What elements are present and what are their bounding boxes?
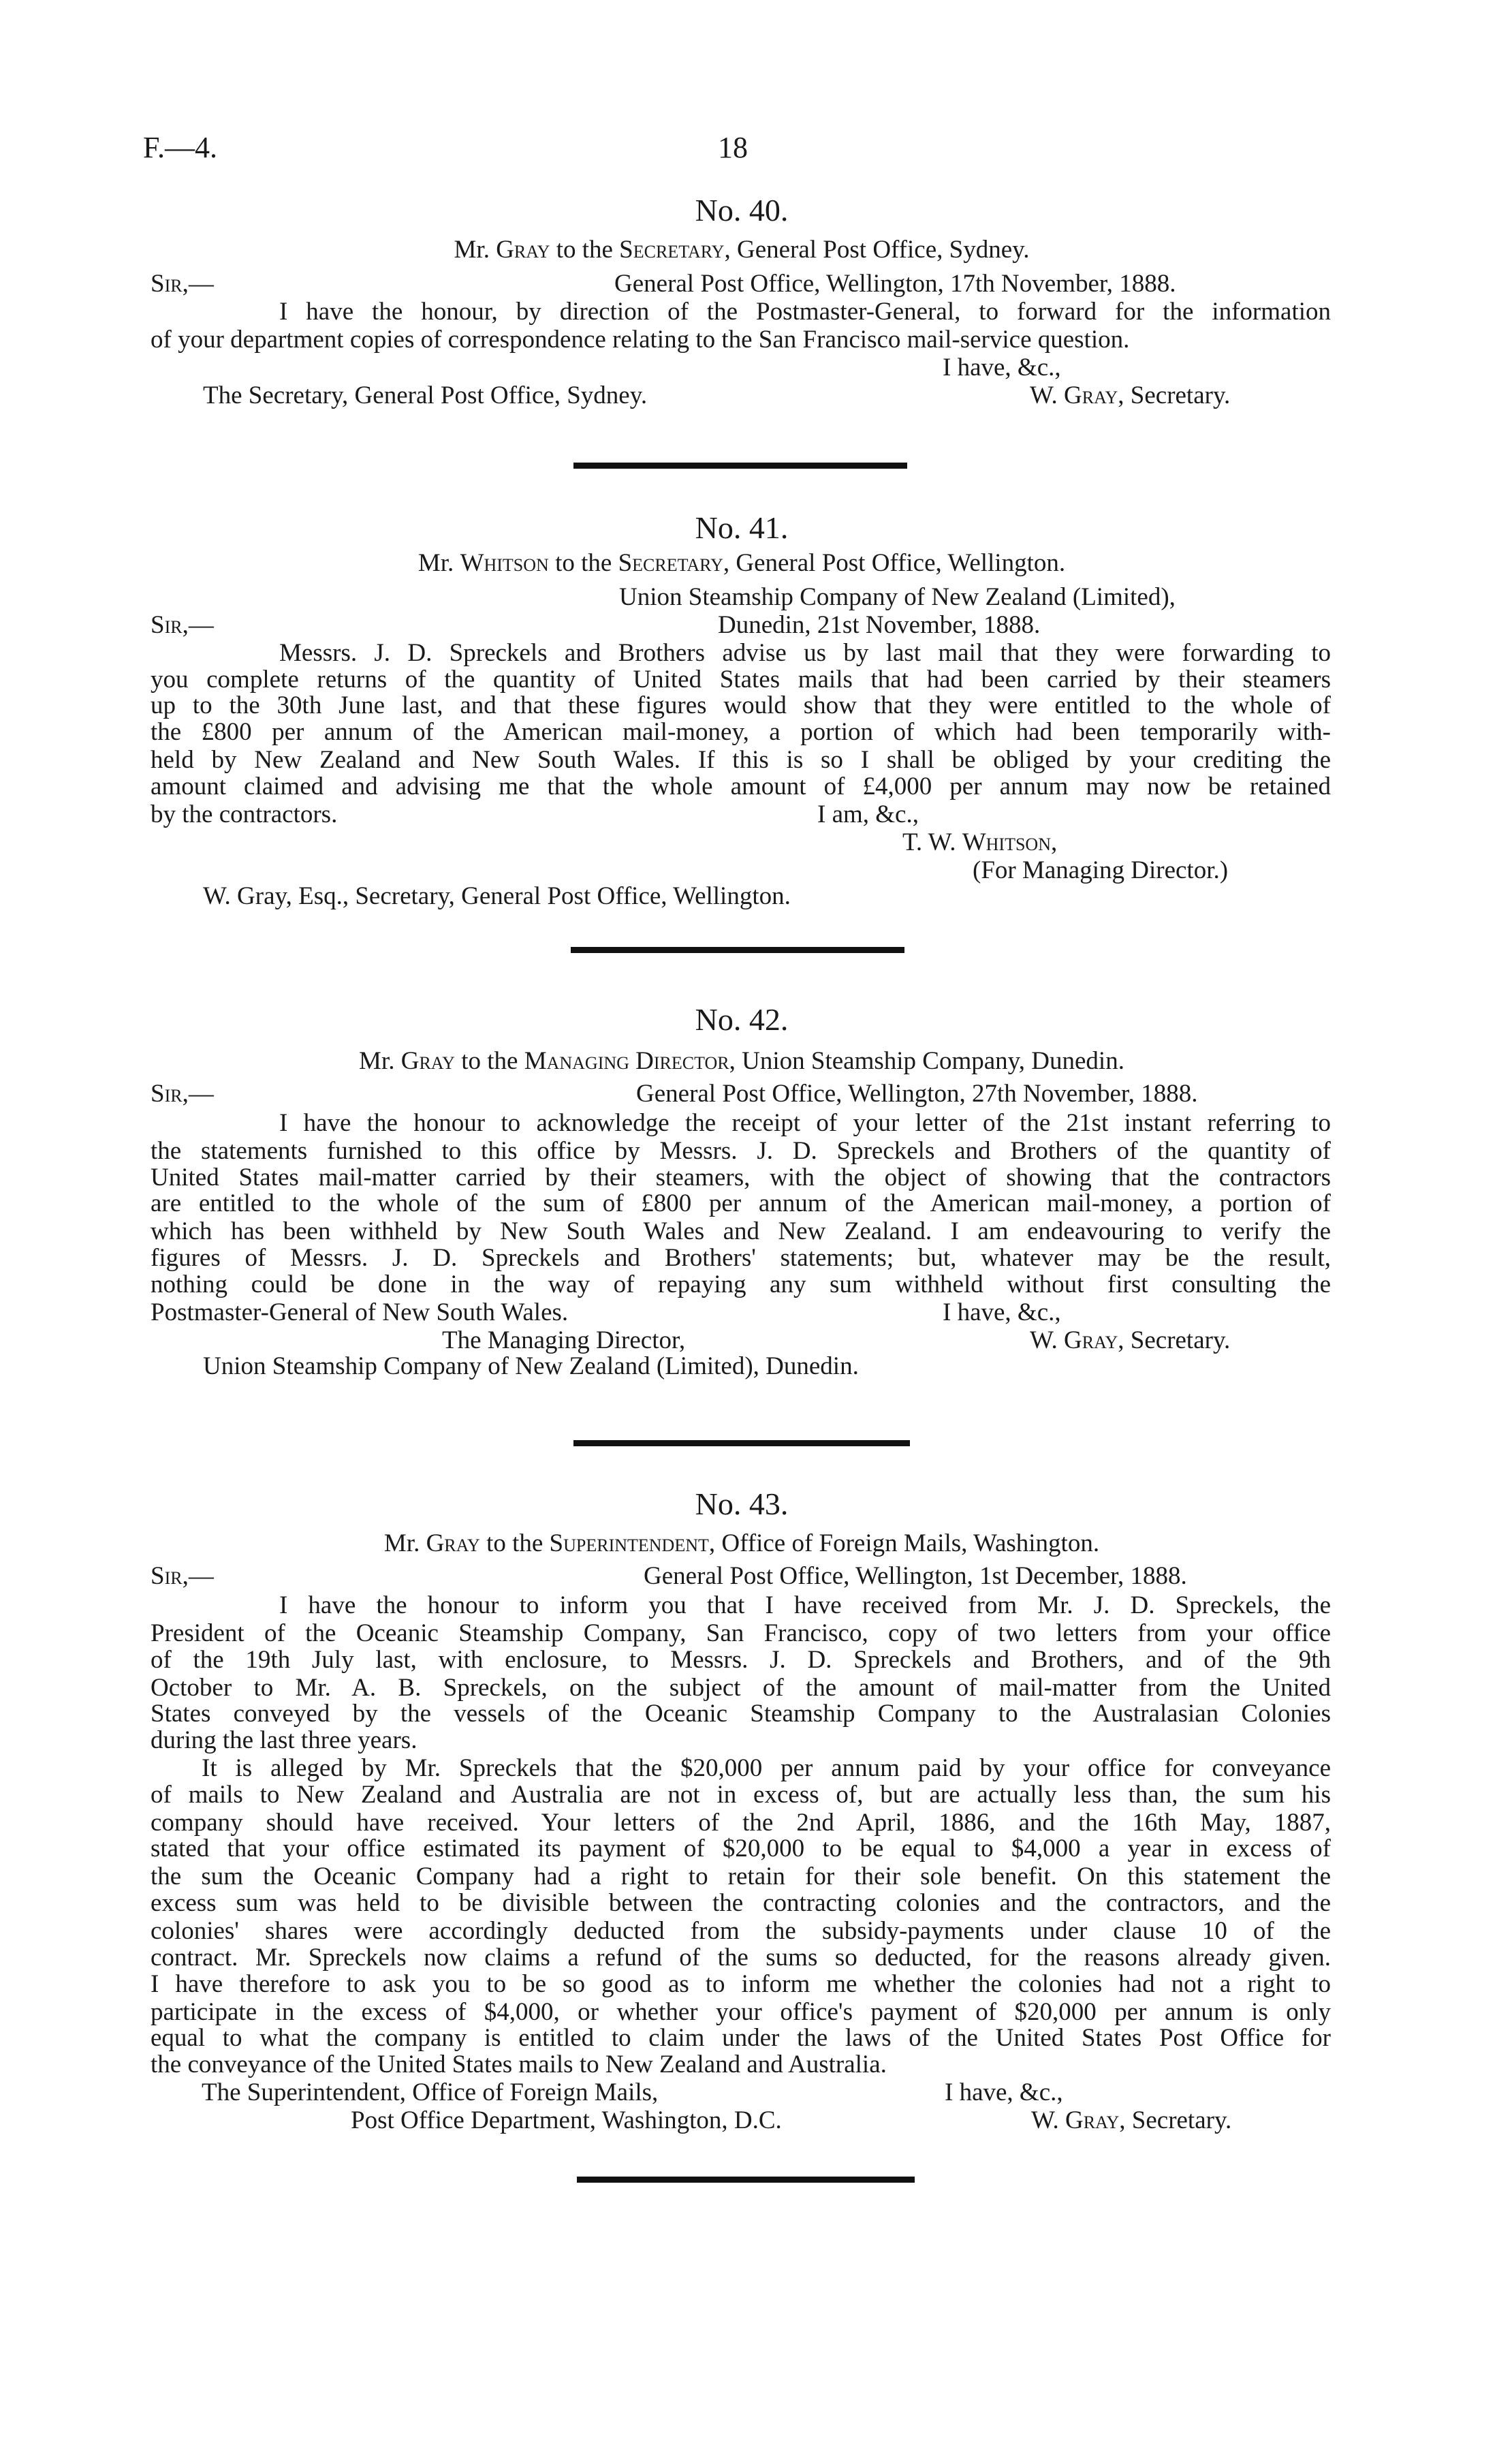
letter-heading	[0, 1048, 1483, 1075]
body-line: It is alleged by Mr. Spreckels that the $20,000 per annum paid by your office for conveyance	[202, 1754, 1331, 1782]
body-line: amount claimed and advising me that the whole amount of £4,000 per annum may now be retained	[151, 773, 1331, 800]
line-right-part	[1030, 1327, 1230, 1354]
line-right-part	[1030, 382, 1230, 409]
line-right-part: General Post Office, Wellington, 27th November, 1888.	[636, 1080, 1198, 1108]
text-run: T. W.	[902, 828, 962, 856]
text-run: , Secretary.	[1119, 2106, 1232, 2134]
text-run: Mr.	[359, 1047, 401, 1075]
body-line: States conveyed by the vessels of the Oceanic Steamship Company to the Australasian Colonies	[151, 1700, 1331, 1728]
section-divider	[577, 2177, 915, 2183]
section-divider	[573, 1440, 910, 1446]
line-right-part: I have, &c.,	[945, 2078, 1063, 2106]
small-caps-name: Sir	[151, 270, 183, 298]
text-run: ,	[1050, 828, 1058, 856]
text-run: to the	[550, 236, 620, 264]
line-left-part: The Managing Director,	[442, 1326, 686, 1354]
text-run: W.	[1030, 381, 1065, 409]
body-line: nothing could be done in the way of repaying any sum withheld without first consulting the	[151, 1271, 1331, 1298]
text-line: W. Gray, Esq., Secretary, General Post Office, Wellington.	[203, 882, 791, 910]
line-right-part: I am, &c.,	[817, 800, 919, 828]
body-line: held by New Zealand and New South Wales. If this is so I shall be obliged by your crediting the	[151, 746, 1331, 774]
document-reference: F.—4.	[143, 131, 217, 164]
body-line: Messrs. J. D. Spreckels and Brothers advise us by last mail that they were forwarding to	[279, 639, 1331, 667]
small-caps-name: Managing Director	[524, 1047, 729, 1075]
line-left-part: The Superintendent, Office of Foreign Mails,	[202, 2078, 659, 2106]
text-run: , Office of Foreign Mails, Washington.	[708, 1529, 1100, 1557]
line-left-part	[151, 612, 214, 639]
body-line: October to Mr. A. B. Spreckels, on the subject of the amount of mail-matter from the United	[151, 1674, 1331, 1702]
text-line: I have, &c.,	[943, 354, 1061, 381]
letter-number: No. 43.	[695, 1486, 789, 1521]
text-run: ,—	[182, 1562, 214, 1590]
text-line: (For Managing Director.)	[973, 856, 1229, 884]
small-caps-name: Whitson	[962, 828, 1051, 856]
text-run: Mr.	[454, 236, 497, 264]
letter-heading	[0, 236, 1483, 264]
body-line: excess sum was held to be divisible between the contracting colonies and the contractors, and the	[151, 1889, 1331, 1917]
text-run: W.	[1030, 1326, 1065, 1354]
text-run: , General Post Office, Wellington.	[723, 549, 1066, 577]
body-line: colonies' shares were accordingly deducted from the subsidy-payments under clause 10 of the	[151, 1917, 1331, 1945]
letter-heading	[0, 1530, 1483, 1557]
body-line: participate in the excess of $4,000, or whether your office's payment of $20,000 per annum is only	[151, 1998, 1331, 2026]
letter-heading	[0, 550, 1483, 577]
small-caps-name: Gray	[1064, 1326, 1118, 1354]
body-line: company should have received. Your letters of the 2nd April, 1886, and the 16th May, 1887,	[151, 1809, 1331, 1837]
body-line: I have the honour to acknowledge the receipt of your letter of the 21st instant referring to	[279, 1109, 1331, 1137]
body-line: stated that your office estimated its payment of $20,000 to be equal to $4,000 a year in excess of	[151, 1835, 1331, 1863]
body-line: the sum the Oceanic Company had a right to retain for their sole benefit. On this statement the	[151, 1863, 1331, 1890]
line-right-part	[1031, 2107, 1231, 2134]
line-left-part: by the contractors.	[151, 800, 338, 828]
text-line: the conveyance of the United States mails to New Zealand and Australia.	[151, 2051, 887, 2078]
line-left-part: Postmaster-General of New South Wales.	[151, 1298, 569, 1326]
small-caps-name: Sir	[151, 1562, 183, 1590]
small-caps-name: Gray	[496, 236, 550, 264]
line-left-part	[151, 1080, 214, 1108]
letter-number: No. 41.	[695, 510, 789, 545]
body-line: you complete returns of the quantity of United States mails that had been carried by their steamers	[151, 666, 1331, 694]
letter-number: No. 42.	[695, 1002, 789, 1037]
small-caps-name: Secretary	[618, 549, 723, 577]
body-line: of the 19th July last, with enclosure, to Messrs. J. D. Spreckels and Brothers, and of the 9th	[151, 1646, 1331, 1674]
small-caps-name: Gray	[1064, 381, 1118, 409]
body-line: of mails to New Zealand and Australia are not in excess of, but are actually less than, the sum his	[151, 1781, 1331, 1809]
page-number: 18	[718, 131, 748, 164]
body-line: United States mail-matter carried by their steamers, with the object of showing that the contractors	[151, 1164, 1331, 1191]
line-left-part	[151, 1563, 214, 1590]
body-line: the statements furnished to this office by Messrs. J. D. Spreckels and Brothers of the quantity of	[151, 1137, 1331, 1165]
body-line: the £800 per annum of the American mail-money, a portion of which had been temporarily with-	[151, 718, 1331, 746]
small-caps-name: Superintendent	[549, 1529, 709, 1557]
body-line: I have the honour, by direction of the Postmaster-General, to forward for the information	[279, 298, 1331, 326]
line-left-part: Post Office Department, Washington, D.C.	[351, 2106, 782, 2134]
small-caps-name: Gray	[400, 1047, 455, 1075]
text-run: , Union Steamship Company, Dunedin.	[729, 1047, 1124, 1075]
text-line: Union Steamship Company of New Zealand (Limited), Dunedin.	[203, 1352, 859, 1380]
line-right-part: Dunedin, 21st November, 1888.	[718, 611, 1041, 639]
text-run: , General Post Office, Sydney.	[724, 236, 1030, 264]
line-left-part: The Secretary, General Post Office, Sydney.	[203, 381, 648, 409]
line-left-part	[151, 270, 214, 298]
text-run: Mr.	[418, 549, 460, 577]
body-line: President of the Oceanic Steamship Company, San Francisco, copy of two letters from your office	[151, 1619, 1331, 1647]
text-line: Union Steamship Company of New Zealand (Limited),	[619, 583, 1176, 611]
small-caps-name: Sir	[151, 611, 183, 639]
small-caps-name: Sir	[151, 1080, 183, 1108]
text-run: , Secretary.	[1118, 381, 1231, 409]
body-line: equal to what the company is entitled to claim under the laws of the United States Post Office for	[151, 2024, 1331, 2052]
small-caps-name: Gray	[426, 1529, 480, 1557]
small-caps-name: Gray	[1065, 2106, 1120, 2134]
line-right-part: General Post Office, Wellington, 1st December, 1888.	[644, 1562, 1187, 1590]
line-right-part: General Post Office, Wellington, 17th November, 1888.	[614, 270, 1176, 298]
text-run: W.	[1031, 2106, 1066, 2134]
section-divider	[571, 947, 904, 953]
body-line: which has been withheld by New South Wales and New Zealand. I am endeavouring to verify the	[151, 1217, 1331, 1245]
body-line: I have the honour to inform you that I have received from Mr. J. D. Spreckels, the	[279, 1591, 1331, 1619]
text-run: ,—	[182, 1080, 214, 1108]
body-line: are entitled to the whole of the sum of £800 per annum of the American mail-money, a portion of	[151, 1189, 1331, 1217]
text-line: during the last three years.	[151, 1726, 418, 1754]
text-run: Mr.	[383, 1529, 426, 1557]
letter-number: No. 40.	[695, 193, 789, 228]
small-caps-name: Secretary	[619, 236, 725, 264]
text-line	[902, 829, 1057, 856]
body-line: figures of Messrs. J. D. Spreckels and Brothers' statements; but, whatever may be the result,	[151, 1244, 1331, 1272]
text-run: to the	[548, 549, 618, 577]
text-run: to the	[454, 1047, 524, 1075]
body-line: up to the 30th June last, and that these figures would show that they were entitled to the whole of	[151, 691, 1331, 719]
body-line: contract. Mr. Spreckels now claims a refund of the sums so deducted, for the reasons already given.	[151, 1944, 1331, 1972]
line-right-part: I have, &c.,	[943, 1298, 1061, 1326]
section-divider	[573, 463, 907, 469]
text-line: of your department copies of correspondence relating to the San Francisco mail-service question.	[151, 326, 1130, 354]
body-line: I have therefore to ask you to be so good as to inform me whether the colonies had not a right to	[151, 1970, 1331, 1998]
text-run: ,—	[182, 611, 214, 639]
text-run: , Secretary.	[1118, 1326, 1231, 1354]
text-run: ,—	[182, 270, 214, 298]
small-caps-name: Whitson	[460, 549, 549, 577]
text-run: to the	[479, 1529, 550, 1557]
